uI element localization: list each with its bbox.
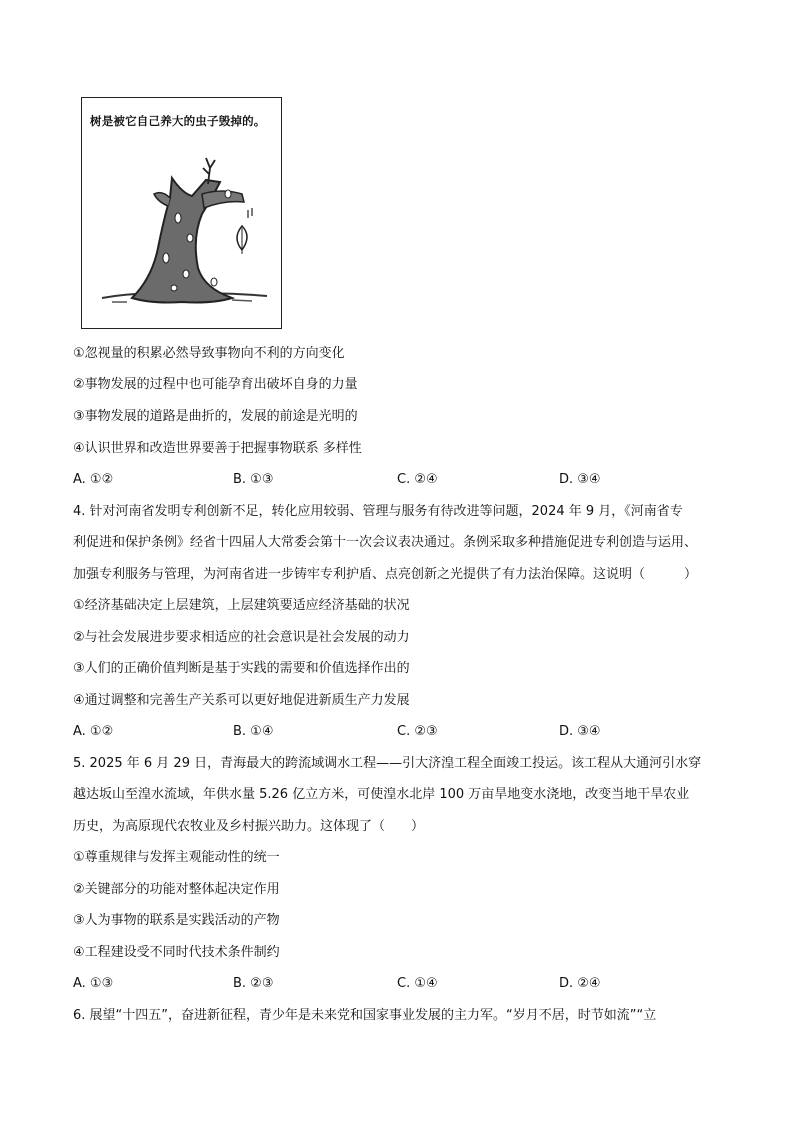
q5-statement-3: ③人为事物的联系是实践活动的产物 — [73, 913, 280, 928]
q5-option-d: D. ②④ — [559, 976, 601, 991]
q5-statement-1: ①尊重规律与发挥主观能动性的统一 — [73, 850, 280, 865]
q5-option-c: C. ①④ — [397, 976, 438, 991]
q3-statement-2: ②事物发展的过程中也可能孕育出破坏自身的力量 — [73, 377, 358, 392]
q3-option-b: B. ①③ — [233, 472, 274, 487]
q3-option-d: D. ③④ — [559, 472, 601, 487]
q5-option-b: B. ②③ — [233, 976, 274, 991]
cartoon-caption: 树是被它自己养大的虫子毁掉的。 — [90, 114, 266, 128]
q3-statement-4: ④认识世界和改造世界要善于把握事物联系 多样性 — [73, 441, 362, 456]
q5-option-a: A. ①③ — [73, 976, 114, 991]
q3-option-c: C. ②④ — [397, 472, 438, 487]
q5-stem-line-3: 历史，为高原现代农牧业及乡村振兴助力。这体现了（ ） — [73, 819, 425, 834]
q4-statement-2: ②与社会发展进步要求相适应的社会意识是社会发展的动力 — [73, 630, 410, 645]
q5-statement-2: ②关键部分的功能对整体起决定作用 — [73, 882, 280, 897]
cartoon-figure — [81, 97, 282, 329]
q4-option-a: A. ①② — [73, 724, 114, 739]
q5-stem-line-1: 5. 2025 年 6 月 29 日，青海最大的跨流域调水工程——引大济湟工程全面竣工投运。该工程从大通河引水穿 — [73, 756, 702, 771]
q4-statement-3: ③人们的正确价值判断是基于实践的需要和价值选择作出的 — [73, 661, 410, 676]
q4-statement-4: ④通过调整和完善生产关系可以更好地促进新质生产力发展 — [73, 693, 410, 708]
q5-stem-line-2: 越达坂山至湟水流域，年供水量 5.26 亿立方米，可使湟水北岸 100 万亩旱地变水浇地，改变当地干旱农业 — [73, 787, 690, 802]
q4-stem-line-1: 4. 针对河南省发明专利创新不足，转化应用较弱、管理与服务有待改进等问题，2024 年 9 月，《河南省专 — [73, 504, 683, 519]
q4-option-b: B. ①④ — [233, 724, 274, 739]
q4-stem-line-3: 加强专利服务与管理，为河南省进一步铸牢专利护盾、点亮创新之光提供了有力法治保障。这说明（ ） — [73, 567, 698, 582]
q4-statement-1: ①经济基础决定上层建筑，上层建筑要适应经济基础的状况 — [73, 598, 410, 613]
q4-stem-line-2: 利促进和保护条例》经省十四届人大常委会第十一次会议表决通过。条例采取多种措施促进专利创造与运用、 — [73, 535, 698, 550]
q4-option-c: C. ②③ — [397, 724, 438, 739]
q4-option-d: D. ③④ — [559, 724, 601, 739]
q6-stem-line-1: 6. 展望“十四五”，奋进新征程，青少年是未来党和国家事业发展的主力军。“岁月不居，时节如流”“立 — [73, 1008, 657, 1023]
q3-statement-1: ①忽视量的积累必然导致事物向不利的方向变化 — [73, 346, 345, 361]
tree-illustration — [82, 98, 283, 330]
q5-statement-4: ④工程建设受不同时代技术条件制约 — [73, 945, 280, 960]
q3-statement-3: ③事物发展的道路是曲折的，发展的前途是光明的 — [73, 409, 358, 424]
q3-option-a: A. ①② — [73, 472, 114, 487]
